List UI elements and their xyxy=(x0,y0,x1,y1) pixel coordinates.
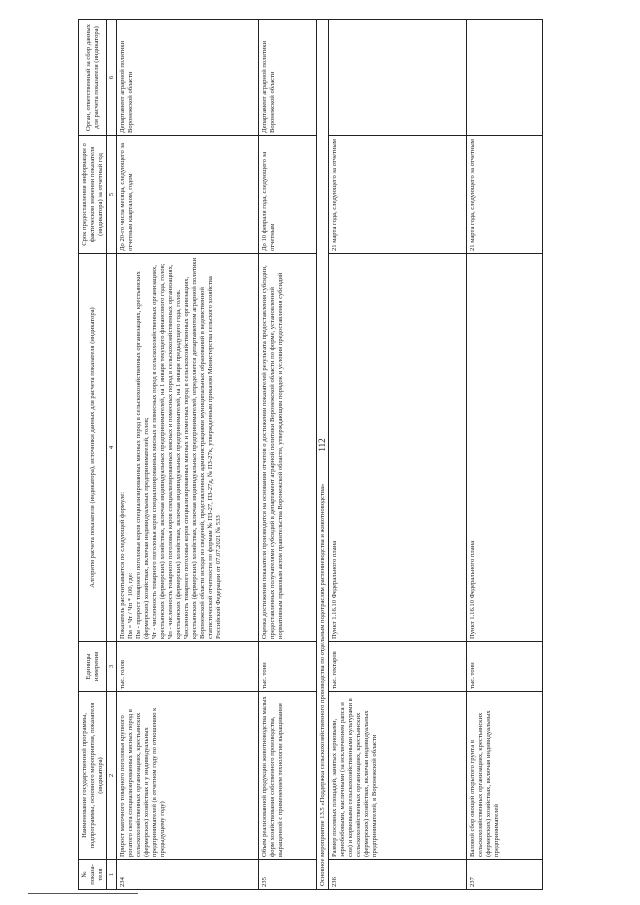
header-cell: Срок предоставления информации о фактическом значении показателя (индикатора) за отчетный год xyxy=(79,136,107,254)
report-term: 21 марта года, следующего за отчетным xyxy=(329,136,467,254)
algorithm-line: Показатель рассчитывается по следующей формуле: xyxy=(118,491,126,639)
header-cell: Орган, ответственный за сбор данных для расчета показателя (индикатора) xyxy=(79,20,107,136)
responsible-organ: Департамент аграрной политики Воронежской области xyxy=(117,20,259,136)
row-number: 237 xyxy=(467,860,543,890)
rotated-table-container xyxy=(78,20,618,890)
column-number: 4 xyxy=(107,254,117,642)
header-row xyxy=(79,20,107,890)
indicator-name: Прирост маточного товарного поголовья крупного рогатого скота специализированных мясных пород в сельскохозяйственных организациях, крестьянских (фермерских) хозяйствах и у индивидуальных предпринимателей (в отчетном году по отношению к предыдущему году) xyxy=(117,692,259,860)
table-row xyxy=(467,20,543,890)
column-number: 6 xyxy=(107,20,117,136)
report-term: До 10 февраля года, следующего за отчетным xyxy=(259,136,317,254)
algorithm xyxy=(117,254,259,642)
row-number: 234 xyxy=(117,860,259,890)
page-number: 112 xyxy=(317,438,327,452)
table-row xyxy=(329,20,467,890)
unit: тыс. тонн xyxy=(259,642,317,692)
unit: тыс. гектаров xyxy=(329,642,467,692)
responsible-organ xyxy=(329,20,467,136)
responsible-organ xyxy=(467,20,543,136)
column-number-row xyxy=(107,20,117,890)
algorithm xyxy=(259,254,317,642)
row-number: 236 xyxy=(329,860,467,890)
column-number: 2 xyxy=(107,692,117,860)
algorithm-line: Пункт 1.16.10 Федерального плана xyxy=(468,540,476,639)
column-number: 3 xyxy=(107,642,117,692)
algorithm-line: Чп - численность товарного поголовья коров специализированных мясных и помесных пород в сельскохозяйственных организациях, крестьянских (фермерских) хозяйствах, включая индивидуальных предпринимателей, на 1 января предыдущего года, голов. xyxy=(166,264,182,639)
table-row xyxy=(259,20,317,890)
report-term: До 20-го числа месяца, следующего за отчетным кварталом, годом xyxy=(117,136,259,254)
algorithm-line: Оценка достижения показателя производится на основании отчетов о достижении показателей результата предоставления субсидии, предоставленных получателями субсидий в департамент аграрной политики Воронежской области по форме, установленной нормативным правовым актом правительства Воронежской области, утверждающим порядок и условия предоставления субсидий xyxy=(260,265,284,639)
algorithm xyxy=(467,254,543,642)
algorithm-line: Пм = Чт / Чп * 100, где: xyxy=(126,572,134,639)
unit: тыс. голов xyxy=(117,642,259,692)
table-row xyxy=(117,20,259,890)
row-number: 235 xyxy=(259,860,317,890)
indicators-table xyxy=(78,19,543,890)
algorithm-line: Пм - прирост товарного поголовья коров специализированных мясных пород в сельскохозяйственных организациях, крестьянских (фермерских) хозяйствах, включая индивидуальных предпринимателей, голов; xyxy=(134,271,150,639)
section-title: Основное мероприятие 13.5 «Поддержка сельскохозяйственного производства по отдельным подотраслям растениеводства и животноводства» xyxy=(317,20,329,890)
column-number: 5 xyxy=(107,136,117,254)
section-row xyxy=(317,20,329,890)
header-cell: Алгоритм расчета показателя (индикатора), источники данных для расчета показателя (индикатора) xyxy=(79,254,107,642)
algorithm-line: Пункт 1.16.10 Федерального плана xyxy=(330,540,338,639)
responsible-organ: Департамент аграрной политики Воронежской области xyxy=(259,20,317,136)
report-term: 21 марта года, следующего за отчетным xyxy=(467,136,543,254)
indicator-name: Валовой сбор овощей открытого грунта в сельскохозяйственных организациях, крестьянских (фермерских) хозяйствах, включая индивидуальных предпринимателей xyxy=(467,692,543,860)
indicator-name: Объем реализованной продукции животноводства малых форм хозяйствования собственного производства, выращенной с применением технологии выращивания xyxy=(259,692,317,860)
indicator-name: Размер посевных площадей, занятых зерновыми, зернобобовыми, масличными (за исключением рапса и сои) и кормовыми сельскохозяйственными культурами в сельскохозяйственных организациях, крестьянских (фермерских) хозяйствах, включая индивидуальных предпринимателей, в Воронежской области xyxy=(329,692,467,860)
algorithm xyxy=(329,254,467,642)
column-number: 1 xyxy=(107,860,117,890)
algorithm-line: Чт - численность товарного поголовья коров специализированных мясных и помесных пород в сельскохозяйственных организациях, крестьянских (фермерских) хозяйствах, включая индивидуальных предпринимателей, на 1 января текущего финансового года, голов; xyxy=(150,263,166,639)
footnote-rule xyxy=(28,893,138,894)
unit: тыс. тонн xyxy=(467,642,543,692)
header-cell: Единицы измерения xyxy=(79,642,107,692)
algorithm-line: Численность товарного поголовья коров специализированных мясных и помесных пород в сельскохозяйственных организациях, крестьянских (фермерских) хозяйствах, включая индивидуальных предпринимателей, определяется департаментом аграрной политики Воронежской области исходя из сведений, представленных администрациями муниципальных образований в ведомственной статистической отчетности по формам № ПЗ-27, ПЗ-27д, № ПЗ-27к, утвержденным приказом Министерства сельского хозяйства Российской Федерации от 07.07.2021 № 533 xyxy=(182,257,222,639)
header-cell: Наименование государственной программы, подпрограммы, основного мероприятия, показателя (индикатора) xyxy=(79,692,107,860)
header-cell: № показа-теля xyxy=(79,860,107,890)
